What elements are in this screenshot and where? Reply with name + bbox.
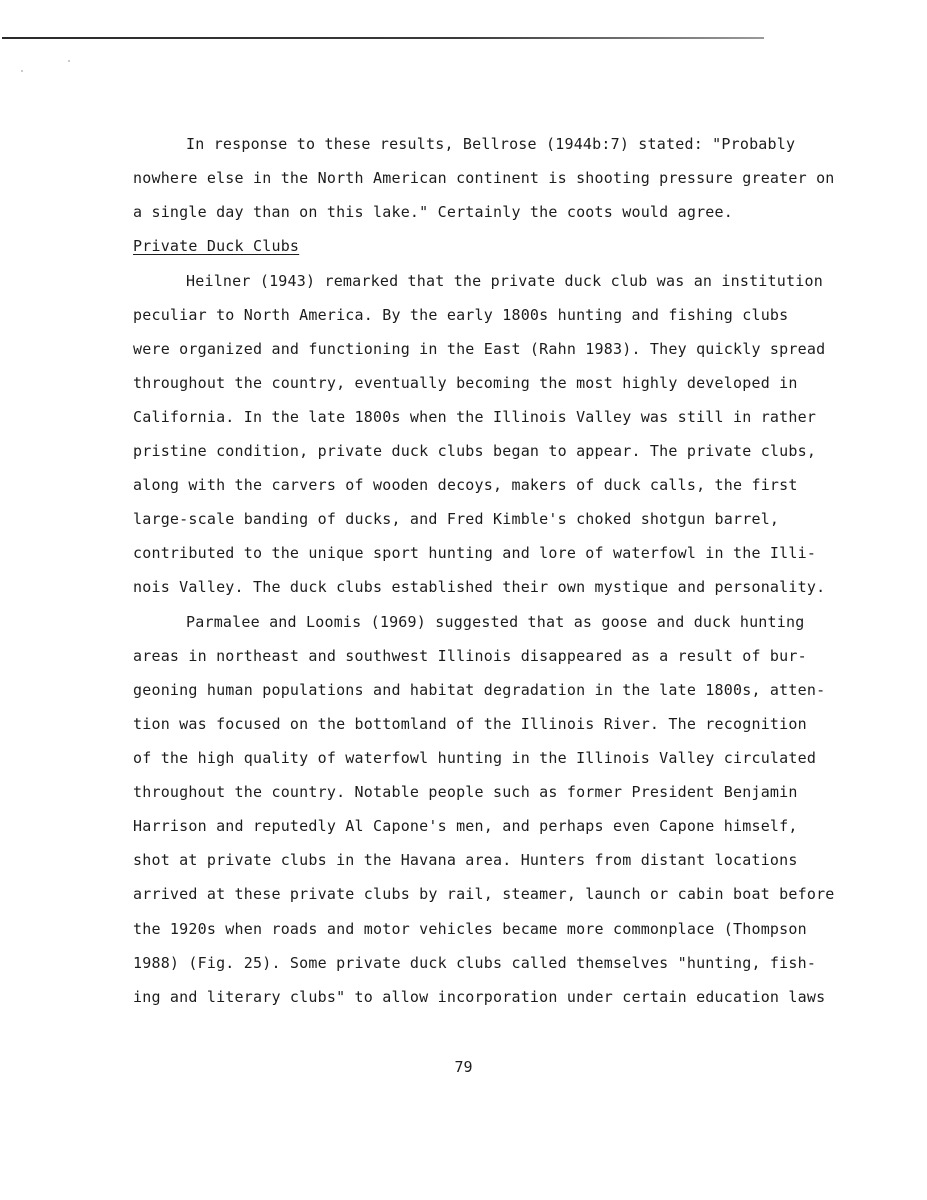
text-line: of the high quality of waterfowl hunting in the Illinois Valley circulated xyxy=(133,749,817,767)
text-line: tion was focused on the bottomland of the Illinois River. The recognition xyxy=(133,715,807,733)
text-line: nowhere else in the North American continent is shooting pressure greater on xyxy=(133,169,835,187)
text-line: peculiar to North America. By the early 1800s hunting and fishing clubs xyxy=(133,306,789,324)
text-line: Parmalee and Loomis (1969) suggested that as goose and duck hunting xyxy=(186,613,805,631)
text-line: shot at private clubs in the Havana area. Hunters from distant locations xyxy=(133,851,798,869)
scan-speck xyxy=(68,60,70,62)
text-line: were organized and functioning in the East (Rahn 1983). They quickly spread xyxy=(133,340,826,358)
text-line: Heilner (1943) remarked that the private duck club was an institution xyxy=(186,272,823,290)
page-number: 79 xyxy=(454,1058,473,1076)
text-line: Harrison and reputedly Al Capone's men, and perhaps even Capone himself, xyxy=(133,817,798,835)
text-line: large-scale banding of ducks, and Fred Kimble's choked shotgun barrel, xyxy=(133,510,780,528)
text-line: geoning human populations and habitat degradation in the late 1800s, atten- xyxy=(133,681,826,699)
text-line: In response to these results, Bellrose (1944b:7) stated: "Probably xyxy=(186,135,796,153)
text-line: the 1920s when roads and motor vehicles became more commonplace (Thompson xyxy=(133,920,807,938)
text-line: throughout the country. Notable people such as former President Benjamin xyxy=(133,783,798,801)
scan-speck xyxy=(21,70,23,72)
text-line: areas in northeast and southwest Illinois disappeared as a result of bur- xyxy=(133,647,807,665)
top-border-rule xyxy=(2,37,764,39)
text-line: a single day than on this lake." Certainly the coots would agree. xyxy=(133,203,733,221)
text-line: California. In the late 1800s when the Illinois Valley was still in rather xyxy=(133,408,817,426)
text-line: nois Valley. The duck clubs established their own mystique and personality. xyxy=(133,578,826,596)
text-line: along with the carvers of wooden decoys, makers of duck calls, the first xyxy=(133,476,798,494)
text-line: 1988) (Fig. 25). Some private duck clubs called themselves "hunting, fish- xyxy=(133,954,817,972)
text-line: arrived at these private clubs by rail, steamer, launch or cabin boat before xyxy=(133,885,835,903)
text-line: throughout the country, eventually becoming the most highly developed in xyxy=(133,374,798,392)
section-heading: Private Duck Clubs xyxy=(133,237,300,255)
text-line: ing and literary clubs" to allow incorporation under certain education laws xyxy=(133,988,826,1006)
text-line: contributed to the unique sport hunting and lore of waterfowl in the Illi- xyxy=(133,544,817,562)
text-line: pristine condition, private duck clubs began to appear. The private clubs, xyxy=(133,442,817,460)
